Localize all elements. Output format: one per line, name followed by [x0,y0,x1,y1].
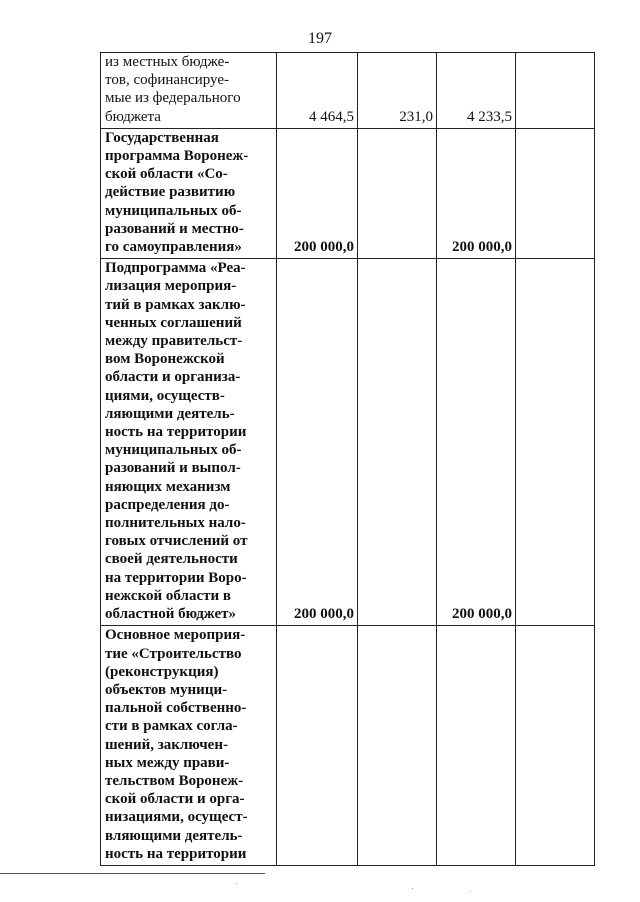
value-cell-3: 200 000,0 [437,128,516,258]
name-line: нежской области в [105,587,231,604]
name-line: своей деятельности [105,551,238,568]
name-line: между правительст- [105,333,243,350]
name-line: распределения до- [105,496,230,513]
name-line: мые из федерального [105,90,241,107]
name-line: го самоуправления» [105,239,242,256]
scan-speck [236,883,237,884]
name-line: муниципальных об- [105,442,242,459]
value-cell-total: 200 000,0 [277,128,358,258]
value-cell-total: 4 464,5 [277,53,358,129]
row-name-cell [101,53,277,129]
name-line: няющих механизм [105,478,231,495]
table-row-subprogram [101,259,595,626]
name-line: ность на территории [105,845,247,862]
name-line: сти в рамках согла- [105,718,238,735]
name-line: ных между прави- [105,754,230,771]
value-cell-3: 200 000,0 [437,259,516,626]
footnote-separator [0,873,265,874]
budget-table [100,52,595,866]
name-line: циями, осуществ- [105,387,225,404]
value-cell-2 [358,626,437,866]
name-line: вляющими деятель- [105,827,243,844]
scan-speck [412,888,413,889]
value-cell-4 [516,53,595,129]
table-row-local-budgets [101,53,595,129]
name-line: (реконструкция) [105,663,219,680]
name-line: полнительных нало- [105,515,246,532]
name-line: ской области и орга- [105,791,245,808]
name-line: области и организа- [105,369,241,386]
value-cell-2 [358,128,437,258]
value-cell-total: 200 000,0 [277,259,358,626]
name-line: ность на территории [105,424,247,441]
name-line: ченных соглашений [105,314,242,331]
name-line: пальной собственно- [105,700,247,717]
name-line: из местных бюдже- [105,54,230,70]
value-cell-2: 231,0 [358,53,437,129]
table-row-state-program [101,128,595,258]
name-line: программа Воронеж- [105,148,249,165]
name-line: низациями, осущест- [105,809,248,826]
name-line: говых отчислений от [105,533,248,550]
page-number: 197 [308,30,332,47]
name-line: тий в рамках заклю- [105,296,246,313]
value-cell-3: 4 233,5 [437,53,516,129]
value-cell-3 [437,626,516,866]
value-cell-4 [516,128,595,258]
name-line: шений, заключен- [105,736,228,753]
name-line: бюджета [105,108,161,125]
name-line: разований и выпол- [105,460,241,477]
row-name-cell [101,128,277,258]
value-cell-2 [358,259,437,626]
name-line: областной бюджет» [105,606,237,623]
name-line: ской области «Со- [105,166,228,183]
name-line: тельством Воронеж- [105,772,244,789]
row-name-cell [101,259,277,626]
name-line: действие развитию [105,184,236,201]
value-cell-4 [516,626,595,866]
value-cell-4 [516,259,595,626]
name-line: ляющими деятель- [105,405,235,422]
name-line: тие «Строительство [105,645,242,662]
name-line: Подпрограмма «Реа- [105,260,246,277]
name-line: тов, софинансируе- [105,72,229,89]
value-cell-total [277,626,358,866]
name-line: Государственная [105,129,219,146]
name-line: на территории Воро- [105,569,247,586]
name-line: вом Воронежской [105,351,225,368]
budget-table-body [101,53,595,866]
name-line: лизация мероприя- [105,278,237,295]
row-name-cell [101,626,277,866]
table-row-main-activity [101,626,595,866]
name-line: объектов муници- [105,681,228,698]
scan-speck [470,891,471,892]
name-line: муниципальных об- [105,202,242,219]
name-line: Основное мероприя- [105,627,246,644]
name-line: разований и местно- [105,220,244,237]
